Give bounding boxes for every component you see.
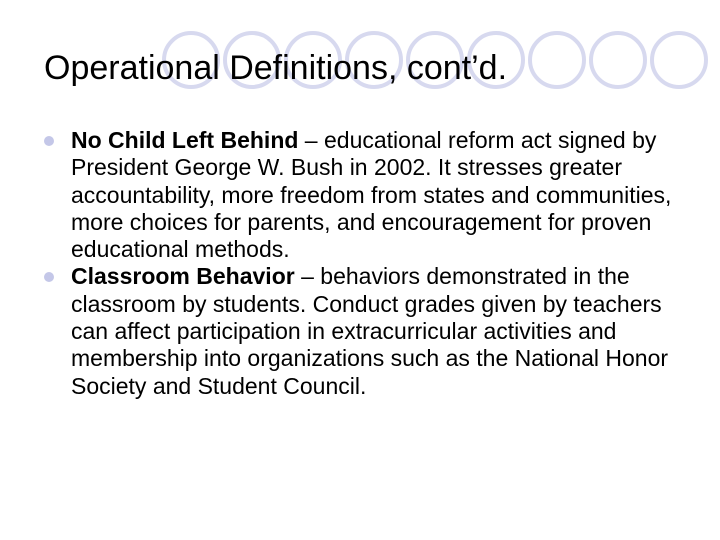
bullet-term: No Child Left Behind — [71, 127, 299, 153]
bullet-item — [44, 127, 684, 263]
bullet-text: – behaviors demonstrated in the classroom by students. Conduct grades given by teachers can affect participation in extracurricular activities and membership into organizations such as the National Honor Society and Student Council. — [71, 263, 669, 399]
decorative-circle — [652, 33, 706, 87]
bullet-dot-icon — [44, 272, 54, 282]
slide-title: Operational Definitions, cont’d. — [44, 49, 508, 87]
bullet-dot-icon — [44, 136, 54, 146]
bullet-text: – educational reform act signed by President George W. Bush in 2002. It stresses greater accountability, more freedom from states and communities, more choices for parents, and encouragement for proven educational methods. — [71, 127, 672, 263]
decorative-circle — [591, 33, 645, 87]
bullet-list — [44, 127, 684, 400]
decorative-circle — [530, 33, 584, 87]
bullet-term: Classroom Behavior — [71, 263, 295, 290]
bullet-item — [44, 263, 684, 399]
